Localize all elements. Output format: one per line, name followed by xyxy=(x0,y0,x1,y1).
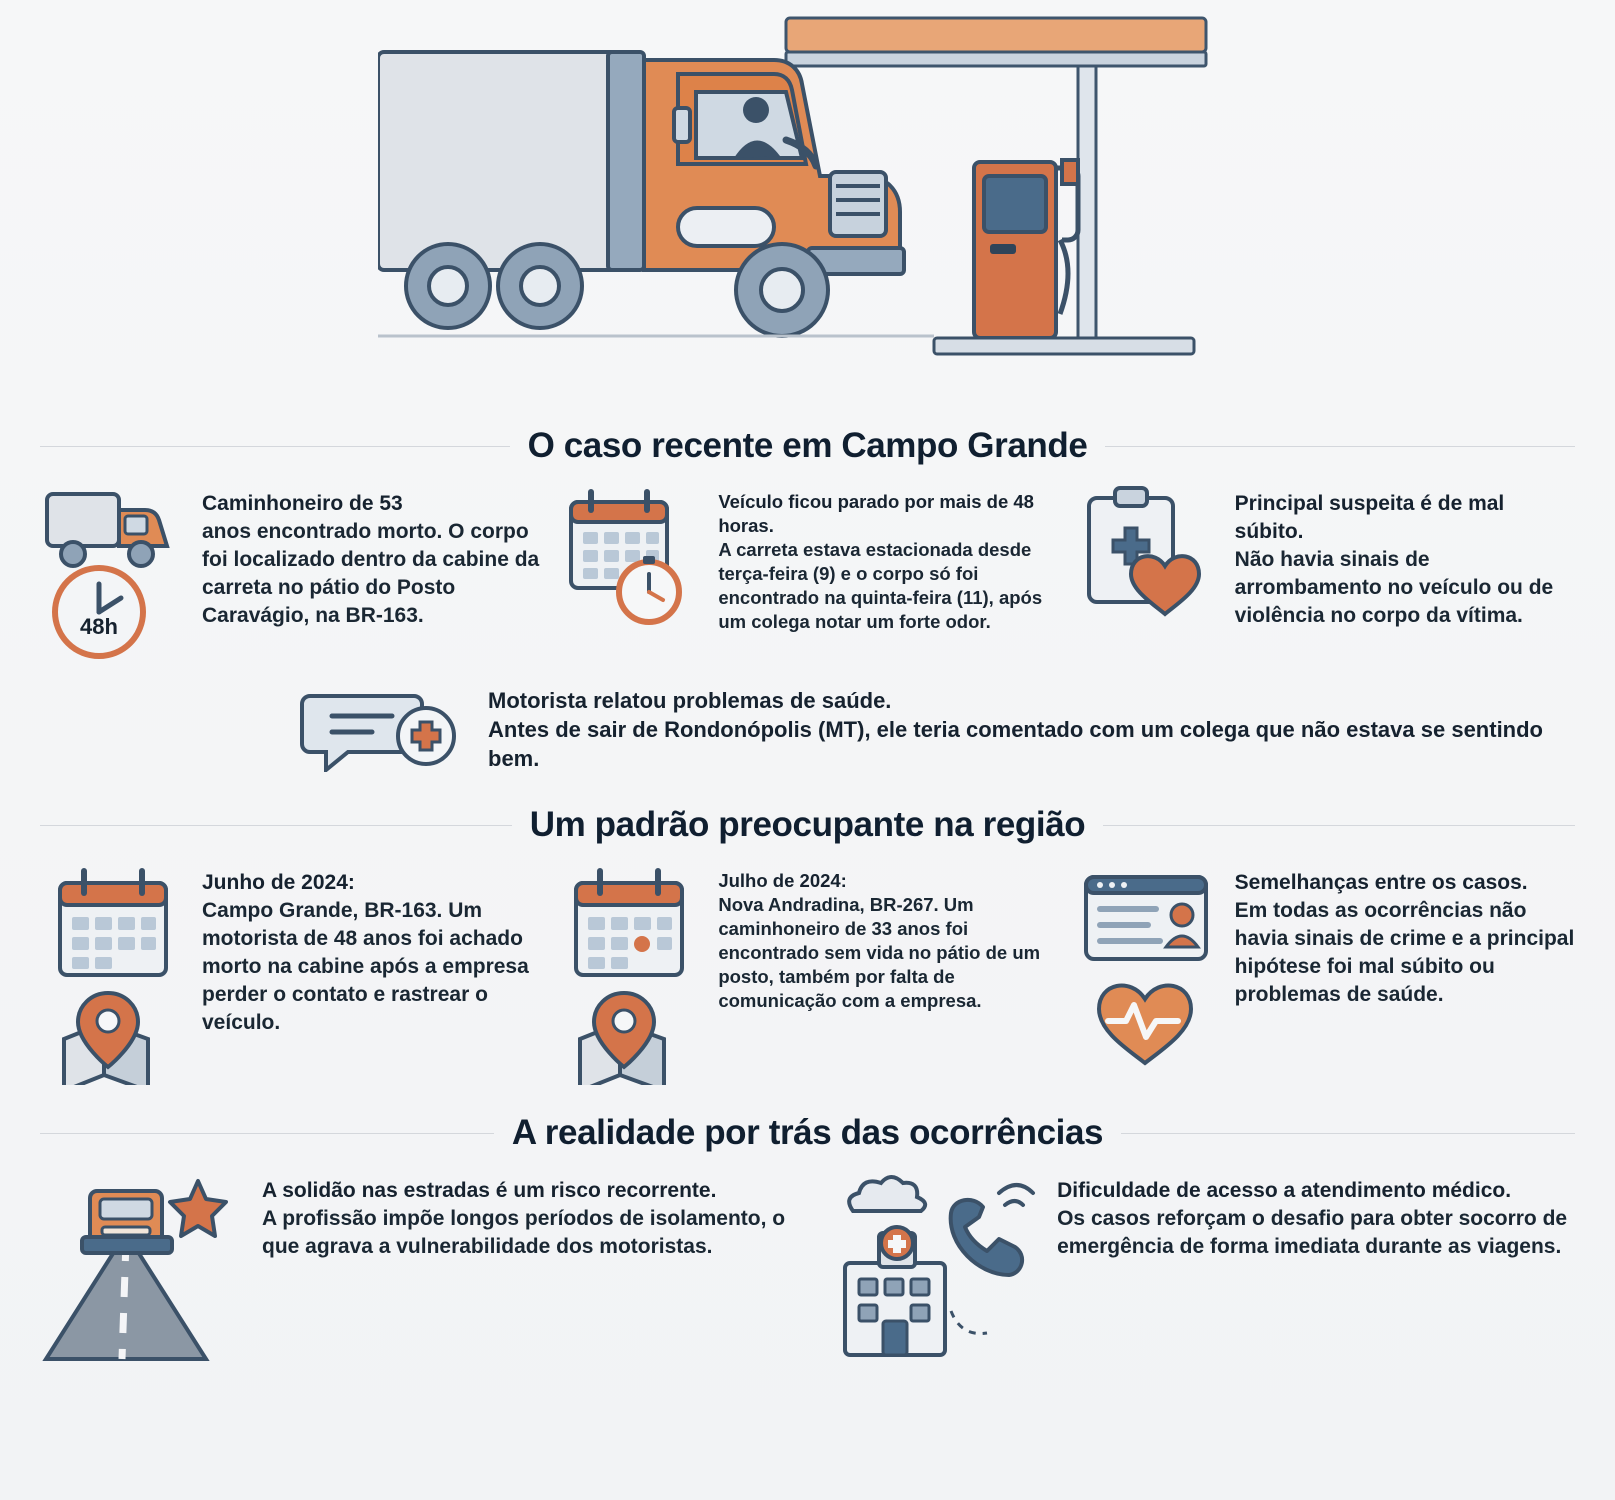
card-caso-2 xyxy=(554,484,1060,674)
card-lead: Veículo ficou parado por mais de 48 horas. xyxy=(718,491,1034,537)
medical-clipboard-heart-icon xyxy=(1073,484,1218,634)
section-header-realidade xyxy=(0,1113,1615,1153)
divider-left xyxy=(40,1133,494,1134)
calendar-stopwatch-icon xyxy=(557,484,702,634)
card-body: Campo Grande, BR-163. Um motorista de 48 anos foi achado morto na cabine após a empresa perder o contato e rastrear o veículo. xyxy=(202,898,529,1034)
chat-bubble-medical-cross-icon xyxy=(300,682,470,772)
callout-saude xyxy=(0,674,1615,777)
card-realidade-2 xyxy=(833,1171,1577,1361)
card-caso-3 xyxy=(1071,484,1577,674)
card-body: A carreta estava estacionada desde terça-feira (9) e o corpo só foi encontrado na quinta-feira (11), após um colega notar um forte odor. xyxy=(718,539,1043,633)
card-text xyxy=(1235,484,1577,630)
divider-left xyxy=(40,825,512,826)
divider-right xyxy=(1121,1133,1575,1134)
card-body: Não havia sinais de arrombamento no veículo ou de violência no corpo da vítima. xyxy=(1234,547,1554,627)
id-card-icon xyxy=(1078,863,1213,973)
hospital-phone-call-icon xyxy=(833,1171,1043,1361)
cards-row-realidade xyxy=(0,1165,1615,1361)
callout-icon-wrap xyxy=(300,682,470,777)
divider-left xyxy=(40,446,510,447)
truck-at-gas-station-illustration xyxy=(378,0,1238,400)
map-pin-icon xyxy=(562,985,697,1085)
card-body: Em todas as ocorrências não havia sinais de crime e a principal hipótese foi mal súbito ou problemas de saúde. xyxy=(1234,898,1575,1006)
calendar-icon xyxy=(46,863,181,983)
card-body: anos encontrado morto. O corpo foi localizado dentro da cabine da carreta no pátio do Posto Caravágio, na BR-163. xyxy=(202,519,540,627)
card-padrao-1 xyxy=(38,863,544,1085)
card-text xyxy=(202,863,544,1037)
card-text xyxy=(202,484,544,630)
map-pin-icon xyxy=(46,985,181,1085)
card-body: Nova Andradina, BR-267. Um caminhoneiro de 33 anos foi encontrado sem vida no pátio de um posto, também por falta de comunicação com a empresa. xyxy=(718,894,1041,1012)
callout-lead: Motorista relatou problemas de saúde. xyxy=(488,688,892,713)
card-lead: A solidão nas estradas é um risco recorrente. xyxy=(262,1179,717,1202)
card-body: Os casos reforçam o desafio para obter socorro de emergência de forma imediata durante as viagens. xyxy=(1057,1206,1568,1258)
section-title: Um padrão preocupante na região xyxy=(529,805,1086,844)
card-text xyxy=(718,863,1060,1013)
truck-clock-48h-icon xyxy=(41,484,186,674)
card-padrao-2 xyxy=(554,863,1060,1085)
card-lead: Dificuldade de acesso a atendimento médico. xyxy=(1057,1179,1512,1202)
callout-body: Antes de sair de Rondonópolis (MT), ele teria comentado com um colega que não estava se sentindo bem. xyxy=(488,717,1543,772)
card-body: A profissão impõe longos períodos de isolamento, o que agrava a vulnerabilidade dos motoristas. xyxy=(262,1206,786,1258)
heartbeat-icon xyxy=(1078,975,1213,1075)
card-realidade-1 xyxy=(38,1171,819,1361)
cards-row-caso-recente xyxy=(0,478,1615,674)
section-header-caso-recente xyxy=(0,426,1615,466)
card-icon-wrap xyxy=(1071,863,1221,1075)
card-lead: Principal suspeita é de mal súbito. xyxy=(1234,492,1505,543)
card-lead: Julho de 2024: xyxy=(718,870,847,891)
card-lead: Semelhanças entre os casos. xyxy=(1234,871,1528,894)
section-header-padrao xyxy=(0,805,1615,845)
hero-illustration xyxy=(0,0,1615,420)
divider-right xyxy=(1103,825,1575,826)
card-text xyxy=(262,1171,819,1261)
section-title: A realidade por trás das ocorrências xyxy=(511,1113,1104,1152)
card-icon-wrap xyxy=(38,1171,248,1361)
card-text xyxy=(1057,1171,1577,1261)
card-icon-wrap xyxy=(554,484,704,634)
card-padrao-3 xyxy=(1071,863,1577,1085)
card-icon-wrap xyxy=(833,1171,1043,1361)
card-lead: Caminhoneiro de 53 xyxy=(202,492,403,515)
card-lead: Junho de 2024: xyxy=(202,871,355,894)
card-text xyxy=(1235,863,1577,1009)
cards-row-padrao xyxy=(0,857,1615,1085)
card-icon-wrap xyxy=(38,863,188,1085)
section-title: O caso recente em Campo Grande xyxy=(527,426,1088,465)
calendar-icon xyxy=(562,863,697,983)
callout-text xyxy=(488,682,1577,773)
truck-on-highway-star-icon xyxy=(38,1171,248,1361)
card-icon-wrap xyxy=(38,484,188,674)
card-text xyxy=(718,484,1060,634)
card-icon-wrap xyxy=(1071,484,1221,634)
divider-right xyxy=(1105,446,1575,447)
card-icon-wrap xyxy=(554,863,704,1085)
clock-badge-label: 48h xyxy=(79,614,118,639)
card-caso-1 xyxy=(38,484,544,674)
